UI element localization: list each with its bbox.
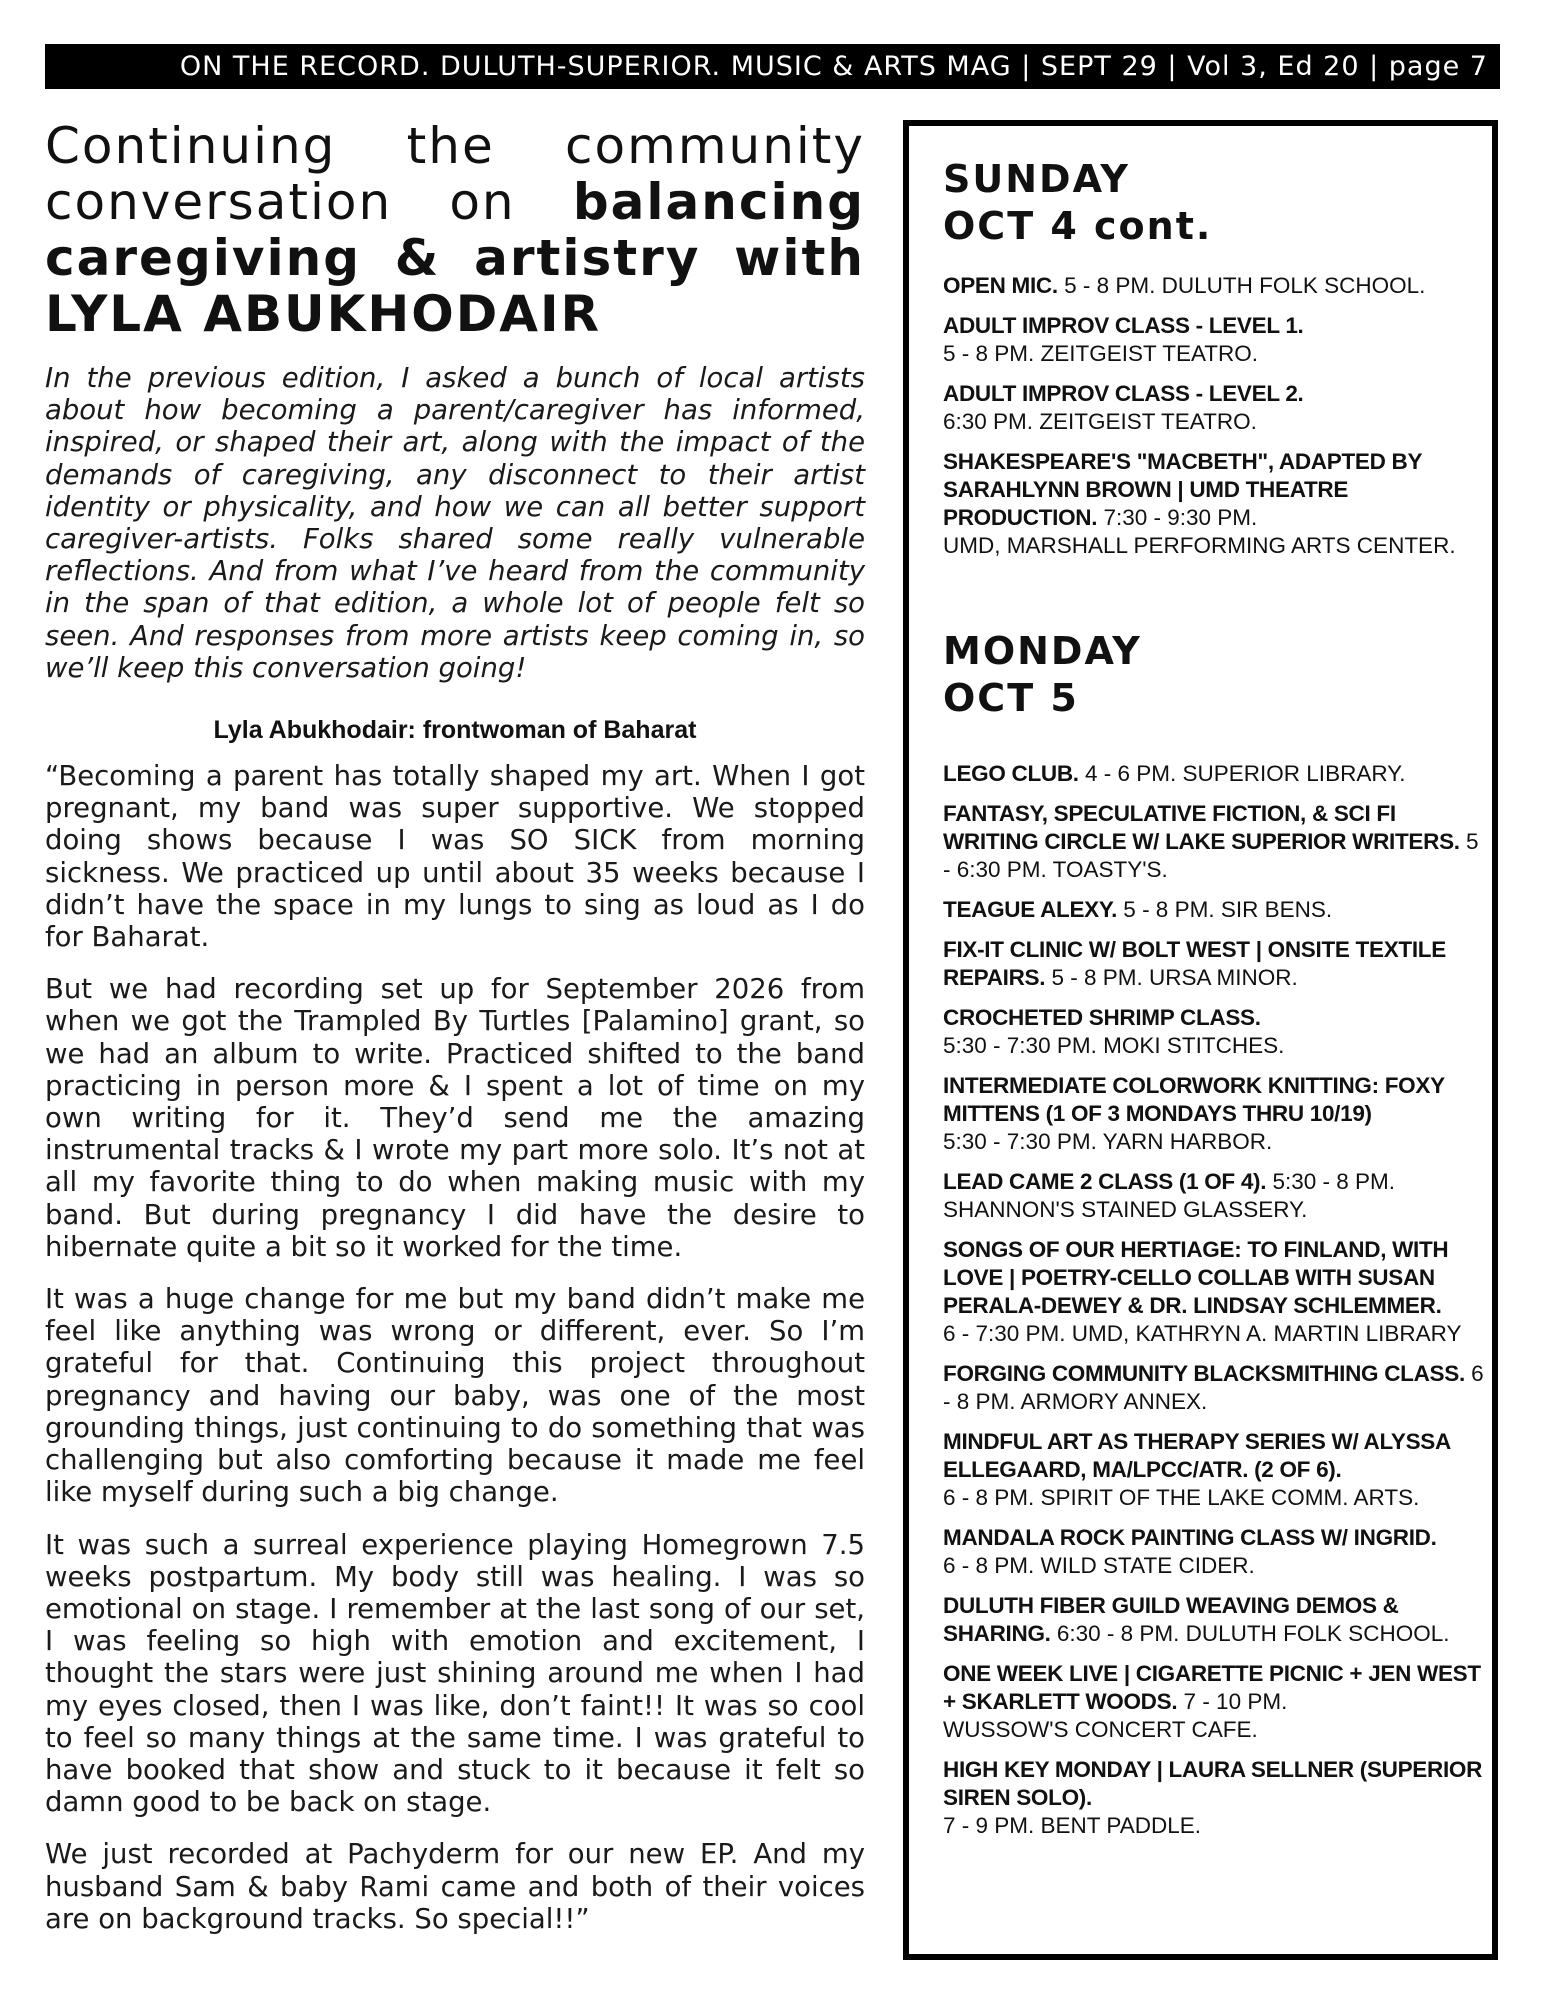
event-title: CROCHETED SHRIMP CLASS. [943, 1005, 1261, 1030]
monday-event-list [943, 760, 1492, 1840]
event-title: DULUTH FIBER GUILD WEAVING DEMOS & SHARING. [943, 1593, 1399, 1646]
day-heading-date: OCT 4 cont. [943, 204, 1213, 248]
event-title: INTERMEDIATE COLORWORK KNITTING: FOXY MITTENS (1 OF 3 MONDAYS THRU 10/19) [943, 1073, 1445, 1126]
event-title: LEGO CLUB. [943, 761, 1079, 786]
day-heading-line: SUNDAY [943, 157, 1130, 201]
event-details: 7 - 9 PM. BENT PADDLE. [943, 1813, 1201, 1838]
event-listing [943, 800, 1492, 884]
event-details: 5 - 6:30 PM. TOASTY'S. [943, 829, 1479, 882]
event-title: ADULT IMPROV CLASS - LEVEL 1. [943, 313, 1304, 338]
event-title: ONE WEEK LIVE | CIGARETTE PICNIC + JEN WEST + SKARLETT WOODS. [943, 1661, 1481, 1714]
masthead-bar [45, 44, 1500, 89]
day-heading-date: OCT 5 [943, 676, 1079, 720]
event-listing [943, 1756, 1492, 1840]
article [45, 118, 865, 1935]
event-title: HIGH KEY MONDAY | LAURA SELLNER (SUPERIOR SIREN SOLO). [943, 1757, 1483, 1810]
event-listing [943, 936, 1492, 992]
event-listing [943, 760, 1492, 788]
day-heading-monday [943, 628, 1492, 722]
event-title: OPEN MIC. [943, 273, 1058, 298]
event-listing [943, 1236, 1492, 1348]
event-details: 7:30 - 9:30 PM. UMD, MARSHALL PERFORMING ARTS CENTER. [943, 505, 1456, 558]
event-title: TEAGUE ALEXY. [943, 897, 1118, 922]
event-title: ADULT IMPROV CLASS - LEVEL 2. [943, 381, 1304, 406]
event-details: 5 - 8 PM. ZEITGEIST TEATRO. [943, 341, 1259, 366]
event-details: 6 - 8 PM. SPIRIT OF THE LAKE COMM. ARTS. [943, 1485, 1420, 1510]
event-calendar-box [903, 120, 1498, 1960]
event-details: 5:30 - 8 PM. SHANNON'S STAINED GLASSERY. [943, 1169, 1395, 1222]
day-heading-line: MONDAY [943, 629, 1142, 673]
article-paragraph: “Becoming a parent has totally shaped my art. When I got pregnant, my band was super supportive. We stopped doing shows because I was SO SICK from morning sickness. We practiced up until about 35 weeks because I didn’t have the space in my lungs to sing as loud as I do for Baharat. [45, 760, 865, 954]
event-details: 5 - 8 PM. URSA MINOR. [1045, 965, 1298, 990]
event-title: SONGS OF OUR HERTIAGE: TO FINLAND, WITH LOVE | POETRY-CELLO COLLAB WITH SUSAN PERALA-DEWEY & DR. LINDSAY SCHLEMMER. [943, 1237, 1449, 1318]
headline-bold: balancing caregiving & artistry with LYLA ABUKHODAIR [45, 173, 865, 343]
event-listing [943, 1360, 1492, 1416]
article-paragraph: It was a huge change for me but my band didn’t make me feel like anything was wrong or different, ever. So I’m grateful for that. Continuing this project throughout pregnancy and having our baby, was one of the most grounding things, just continuing to do something that was challenging but also comforting because it made me feel like myself during such a big change. [45, 1283, 865, 1509]
event-listing [943, 1660, 1492, 1744]
event-details: 6 - 8 PM. ARMORY ANNEX. [943, 1361, 1484, 1414]
event-listing [943, 272, 1492, 300]
event-details: 6 - 8 PM. WILD STATE CIDER. [943, 1553, 1255, 1578]
sunday-event-list [943, 272, 1492, 560]
event-details: 5:30 - 7:30 PM. YARN HARBOR. [943, 1129, 1273, 1154]
article-paragraph: It was such a surreal experience playing Homegrown 7.5 weeks postpartum. My body still was healing. I was so emotional on stage. I remember at the last song of our set, I was feeling so high with emotion and excitement, I thought the stars were just shining around me when I had my eyes closed, then I was like, don’t faint!! It was so cool to feel so many things at the same time. I was grateful to have booked that show and stuck to it because it felt so damn good to be back on stage. [45, 1528, 865, 1819]
event-title: FIX-IT CLINIC W/ BOLT WEST | ONSITE TEXTILE REPAIRS. [943, 937, 1446, 990]
headline-light: Continuing the community conversation on [45, 117, 865, 231]
event-details: 5 - 8 PM. SIR BENS. [1117, 897, 1333, 922]
event-listing [943, 1168, 1492, 1224]
event-details: 7 - 10 PM. WUSSOW'S CONCERT CAFE. [943, 1689, 1288, 1742]
event-title: LEAD CAME 2 CLASS (1 OF 4). [943, 1169, 1267, 1194]
day-heading-sunday [943, 156, 1492, 250]
article-subhead: Lyla Abukhodair: frontwoman of Baharat [213, 716, 697, 745]
event-details: 6 - 7:30 PM. UMD, KATHRYN A. MARTIN LIBRARY [943, 1321, 1462, 1346]
event-listing [943, 1428, 1492, 1512]
event-listing [943, 380, 1492, 436]
event-listing [943, 896, 1492, 924]
event-title: SHAKESPEARE'S "MACBETH", ADAPTED BY SARAHLYNN BROWN | UMD THEATRE PRODUCTION. [943, 449, 1422, 530]
event-listing [943, 448, 1492, 560]
event-details: 6:30 PM. ZEITGEIST TEATRO. [943, 409, 1257, 434]
event-title: FANTASY, SPECULATIVE FICTION, & SCI FI WRITING CIRCLE W/ LAKE SUPERIOR WRITERS. [943, 801, 1460, 854]
event-details: 4 - 6 PM. SUPERIOR LIBRARY. [1078, 761, 1406, 786]
event-listing [943, 312, 1492, 368]
event-title: MINDFUL ART AS THERAPY SERIES W/ ALYSSA ELLEGAARD, MA/LPCC/ATR. (2 OF 6). [943, 1429, 1451, 1482]
article-paragraph: But we had recording set up for September 2026 from when we got the Trampled By Turtles [Palamino] grant, so we had an album to write. Practiced shifted to the band practicing in person more & I spent a lot of time on my own writing for it. They’d send me the amazing instrumental tracks & I wrote my part more solo. It’s not at all my favorite thing to do when making music with my band. But during pregnancy I did have the desire to hibernate quite a bit so it worked for the time. [45, 973, 865, 1263]
article-intro: In the previous edition, I asked a bunch of local artists about how becoming a parent/caregiver has informed, inspired, or shaped their art, along with the impact of the demands of caregiving, any disconnect to their artist identity or physicality, and how we can all better support caregiver-artists. Folks shared some really vulnerable reflections. And from what I’ve heard from the community in the span of that edition, a whole lot of people felt so seen. And responses from more artists keep coming in, so we’ll keep this conversation going! [45, 362, 865, 684]
event-title: FORGING COMMUNITY BLACKSMITHING CLASS. [943, 1361, 1465, 1386]
event-listing [943, 1592, 1492, 1648]
event-listing [943, 1072, 1492, 1156]
event-details: 6:30 - 8 PM. DULUTH FOLK SCHOOL. [1050, 1621, 1450, 1646]
event-details: 5 - 8 PM. DULUTH FOLK SCHOOL. [1057, 273, 1426, 298]
event-listing [943, 1524, 1492, 1580]
masthead-text: ON THE RECORD. DULUTH-SUPERIOR. MUSIC & ARTS MAG | SEPT 29 | Vol 3, Ed 20 | page 7 [179, 51, 1488, 82]
article-headline [45, 118, 865, 342]
article-paragraph: We just recorded at Pachyderm for our new EP. And my husband Sam & baby Rami came and both of their voices are on background tracks. So special!!” [45, 1838, 865, 1935]
event-listing [943, 1004, 1492, 1060]
event-details: 5:30 - 7:30 PM. MOKI STITCHES. [943, 1033, 1285, 1058]
event-title: MANDALA ROCK PAINTING CLASS W/ INGRID. [943, 1525, 1437, 1550]
